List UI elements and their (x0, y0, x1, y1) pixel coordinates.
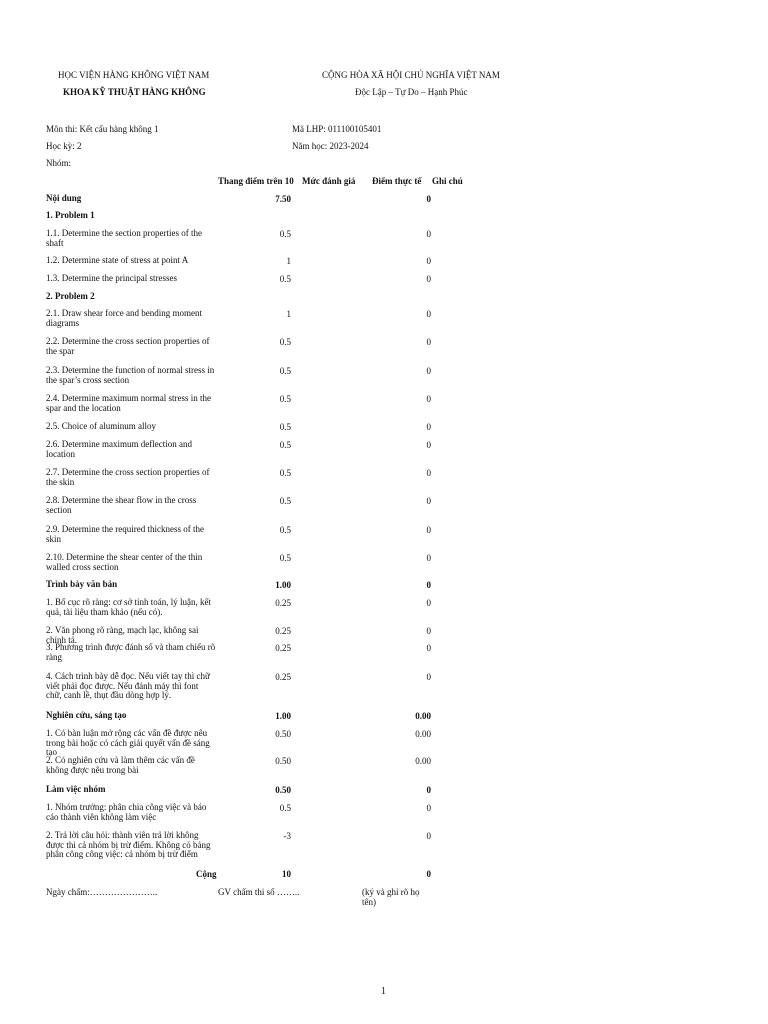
row-max-score: 0.5 (279, 394, 291, 404)
row-max-score: 0.25 (275, 643, 291, 653)
examiner-number: GV chấm thi số …….. (218, 887, 300, 897)
row-actual-score: 0.00 (415, 729, 431, 739)
row-max-score: 0.50 (275, 756, 291, 766)
row-label: 4. Cách trình bày dễ đọc. Nếu viết tay thì chữ viết phải đọc được. Nếu đánh máy thì font chữ, canh lề, thụt đầu dòng hợp lý. (46, 671, 210, 700)
header-max-score: Thang điểm trên 10 (218, 176, 294, 186)
row-actual-score: 0 (426, 785, 431, 795)
row-label: 2. Văn phong rõ ràng, mạch lạc, không sai chính tả. (46, 625, 199, 645)
row-actual-score: 0 (426, 394, 431, 404)
row-actual-score: 0 (426, 468, 431, 478)
national-motto: Độc Lập – Tự Do – Hạnh Phúc (355, 87, 468, 97)
row-label: 1. Có bàn luận mở rộng các vấn đề được nêu trong bài hoặc có cách giải quyết vấn đề sáng tạo (46, 728, 210, 757)
row-actual-score: 0 (426, 672, 431, 682)
row-label: 2.10. Determine the shear center of the thin walled cross section (46, 552, 203, 572)
row-max-score: 1 (286, 256, 291, 266)
row-actual-score: 0 (426, 337, 431, 347)
grading-date: Ngày chấm:………………….. (46, 887, 158, 897)
row-actual-score: 0 (426, 194, 431, 204)
row-label: 2.2. Determine the cross section properties of the spar (46, 336, 210, 356)
row-max-score: 1.00 (275, 711, 291, 721)
row-label: 2. Problem 2 (46, 291, 95, 301)
group-label: Nhóm: (46, 158, 72, 168)
row-actual-score: 0 (426, 229, 431, 239)
faculty-name: KHOA KỸ THUẬT HÀNG KHÔNG (63, 87, 206, 97)
row-max-score: 0.5 (279, 422, 291, 432)
row-label: 2.8. Determine the shear flow in the cross section (46, 495, 197, 515)
row-actual-score: 0 (426, 553, 431, 563)
row-actual-score: 0 (426, 256, 431, 266)
row-actual-score: 0 (426, 580, 431, 590)
row-max-score: 0.5 (279, 274, 291, 284)
row-label: 1. Bố cục rõ ràng: cơ sở tính toán, lý luận, kết quả, tài liệu tham khảo (nếu có). (46, 597, 211, 617)
row-max-score: 0.5 (279, 803, 291, 813)
row-label: Trình bày văn bản (46, 579, 118, 589)
row-max-score: 0.5 (279, 468, 291, 478)
row-max-score: 0.50 (275, 785, 291, 795)
row-label: 2.5. Choice of aluminum alloy (46, 421, 156, 431)
row-actual-score: 0 (426, 366, 431, 376)
row-label: 1. Problem 1 (46, 210, 95, 220)
row-max-score: 0.25 (275, 626, 291, 636)
institute-name: HỌC VIỆN HÀNG KHÔNG VIỆT NAM (58, 70, 210, 80)
row-label: 2.9. Determine the required thickness of the skin (46, 524, 204, 544)
row-actual-score: 0 (426, 626, 431, 636)
row-max-score: 0.25 (275, 598, 291, 608)
row-actual-score: 0 (426, 440, 431, 450)
row-label: 2.4. Determine maximum normal stress in the spar and the location (46, 393, 211, 413)
row-label: Làm việc nhóm (46, 784, 106, 794)
total-label: Cộng (196, 869, 217, 879)
row-label: Nghiên cứu, sáng tạo (46, 710, 127, 720)
row-max-score: 0.5 (279, 337, 291, 347)
row-actual-score: 0 (426, 598, 431, 608)
row-max-score: 0.5 (279, 553, 291, 563)
row-actual-score: 0 (426, 309, 431, 319)
row-max-score: -3 (283, 831, 291, 841)
row-label: Nội dung (46, 193, 82, 203)
total-max-score: 10 (282, 869, 291, 879)
national-title: CỘNG HÒA XÃ HỘI CHỦ NGHĨA VIỆT NAM (322, 70, 500, 80)
class-code-label: Mã LHP: 011100105401 (292, 124, 382, 134)
row-actual-score: 0 (426, 803, 431, 813)
semester-label: Học kỳ: 2 (46, 141, 82, 151)
row-label: 3. Phương trình được đánh số và tham chiếu rõ ràng (46, 642, 216, 662)
row-actual-score: 0 (426, 496, 431, 506)
row-max-score: 0.5 (279, 496, 291, 506)
subject-label: Môn thi: Kết cấu hàng không 1 (46, 124, 159, 134)
row-max-score: 0.5 (279, 525, 291, 535)
row-actual-score: 0.00 (415, 711, 431, 721)
row-label: 1.2. Determine state of stress at point A (46, 255, 189, 265)
page-number: 1 (381, 986, 386, 997)
total-actual-score: 0 (426, 869, 431, 879)
row-label: 1. Nhóm trưởng: phân chia công việc và báo cáo thành viên không làm việc (46, 802, 207, 822)
row-label: 1.1. Determine the section properties of the shaft (46, 228, 202, 248)
row-label: 2.7. Determine the cross section properties of the skin (46, 467, 210, 487)
row-max-score: 1 (286, 309, 291, 319)
row-max-score: 1.00 (275, 580, 291, 590)
row-actual-score: 0 (426, 274, 431, 284)
header-assessment: Mức đánh giá (302, 176, 356, 186)
row-actual-score: 0 (426, 831, 431, 841)
row-max-score: 0.50 (275, 729, 291, 739)
signature-note: (ký và ghi rõ họ tên) (362, 887, 420, 907)
row-max-score: 0.5 (279, 229, 291, 239)
school-year-label: Năm học: 2023-2024 (292, 141, 369, 151)
row-label: 2.3. Determine the function of normal stress in the spar’s cross section (46, 365, 215, 385)
header-note: Ghi chú (432, 176, 463, 186)
row-actual-score: 0 (426, 643, 431, 653)
row-max-score: 0.25 (275, 672, 291, 682)
row-actual-score: 0 (426, 525, 431, 535)
row-actual-score: 0 (426, 422, 431, 432)
row-actual-score: 0.00 (415, 756, 431, 766)
row-label: 1.3. Determine the principal stresses (46, 273, 177, 283)
row-max-score: 7.50 (275, 194, 291, 204)
row-label: 2. Trả lời câu hỏi: thành viên trả lời không được thì cả nhóm bị trừ điểm. Không có bảng phân công công việc: cả nhóm bị trừ điểm (46, 830, 211, 859)
row-label: 2.1. Draw shear force and bending moment diagrams (46, 308, 202, 328)
header-actual-score: Điểm thực tế (372, 176, 422, 186)
row-max-score: 0.5 (279, 366, 291, 376)
row-max-score: 0.5 (279, 440, 291, 450)
row-label: 2.6. Determine maximum deflection and location (46, 439, 192, 459)
row-label: 2. Có nghiên cứu và làm thêm các vấn đề không được nêu trong bài (46, 755, 195, 775)
